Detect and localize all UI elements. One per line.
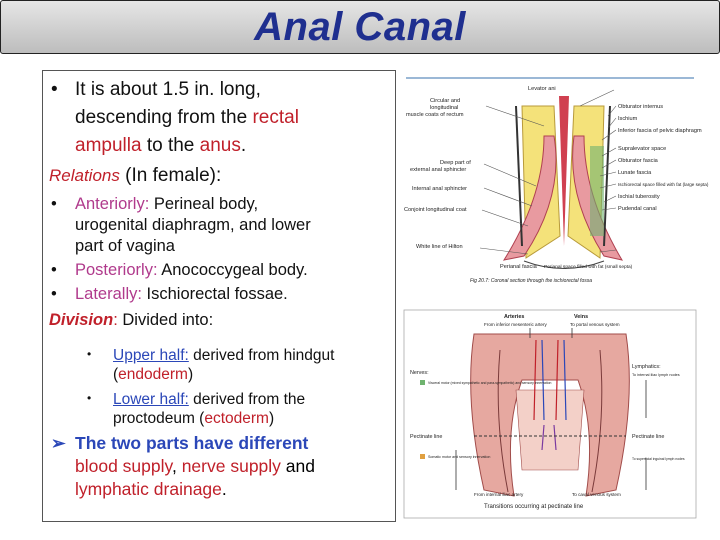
upper-half-text: derived from hindgut: [188, 347, 335, 364]
fig2-arteries: Arteries: [504, 314, 525, 320]
relations-suffix: (In female):: [119, 165, 222, 186]
conclusion-line-2: [75, 456, 315, 477]
lower-half-line-1: [113, 391, 305, 409]
fig1-label-left: Conjoint longitudinal coat: [404, 207, 467, 213]
bullet-dot: •: [51, 79, 58, 100]
fig2-lymph-top: To internal iliac lymph nodes: [632, 373, 680, 377]
lower-half-text: derived from the: [188, 391, 306, 408]
intro-line-3: [75, 135, 246, 157]
intro-line-2: [75, 107, 299, 129]
fig2-somatic: Somatic motor and sensory innervation: [428, 455, 491, 459]
anteriorly-line-2: urogenital diaphragm, and lower: [75, 216, 311, 234]
fig1-label-right: Inferior fascia of pelvic diaphragm: [618, 128, 702, 134]
fig2-pectinate-right: Pectinate line: [632, 434, 665, 440]
intro-ampulla: ampulla: [75, 135, 142, 156]
bullet-dot: •: [51, 285, 57, 303]
posteriorly-text: Anococcygeal body.: [157, 261, 308, 279]
fig1-label-left: muscle coats of rectum: [406, 112, 464, 118]
fig1-label-left: longitudinal: [430, 105, 459, 111]
fig2-art-bottom: From internal iliac artery: [474, 492, 524, 497]
intro-to: to the: [141, 135, 200, 156]
fig2-pectinate-left: Pectinate line: [410, 434, 443, 440]
upper-close: ): [187, 366, 194, 383]
bullet-dot: •: [51, 195, 57, 213]
fig1-label-right: Lunate fascia: [618, 170, 652, 176]
posteriorly-label: Posteriorly:: [75, 261, 158, 279]
fig2-lymphatics: Lymphatics:: [632, 364, 661, 370]
fig2-caption: Transitions occurring at pectinate line: [484, 504, 584, 510]
relations-heading: [49, 165, 221, 187]
fig1-label-left: White line of Hilton: [416, 244, 463, 250]
upper-open: (: [113, 366, 119, 383]
pectinate-line-figure: [404, 310, 696, 518]
upper-half-line-2: [113, 366, 193, 384]
conclusion-comma: ,: [171, 456, 182, 476]
intro-text-1: It is about 1.5 in. long,: [75, 79, 261, 100]
fig1-label-right: Obturator fascia: [618, 158, 658, 164]
coronal-section-figure: [404, 76, 709, 292]
division-colon: :: [113, 311, 118, 329]
endoderm: endoderm: [118, 366, 188, 383]
intro-anus: anus: [199, 135, 241, 156]
conclusion-period: .: [221, 479, 227, 499]
fig1-label-right: Levator ani: [528, 86, 556, 92]
anteriorly-line-1: [75, 195, 258, 214]
lower-close: ): [268, 410, 275, 427]
pectinate-drawing: [404, 310, 696, 518]
fig1-label-left: Internal anal sphincter: [412, 186, 468, 192]
fig2-vein-bottom: To caval venous system: [572, 492, 621, 497]
fig1-label-right: Obturator internus: [618, 104, 664, 110]
coronal-section-drawing: [404, 76, 709, 292]
lower-half-line-2: [113, 410, 274, 428]
division-text: Divided into:: [117, 311, 214, 329]
fig1-label-right: Ischium: [618, 116, 638, 122]
conclusion-lymph: lymphatic drainage: [75, 479, 222, 499]
ectoderm: ectoderm: [204, 410, 269, 427]
upper-half-line-1: [113, 347, 334, 365]
conclusion-blood: blood supply: [75, 456, 172, 476]
laterally-line: [75, 285, 288, 304]
fig1-label-right: Ischial tuberosity: [618, 194, 660, 200]
fig1-label-right: Ischiorectal space filled with fat (large septa): [618, 182, 709, 187]
fig2-vein-top: To portal venous system: [570, 322, 620, 327]
fig1-caption: Fig 20.7: Coronal section through the ischiorectal fossa: [470, 278, 593, 284]
fig1-label-right: Pudendal canal: [618, 206, 657, 212]
division-heading: [49, 311, 213, 330]
conclusion-nerve: nerve supply: [181, 456, 281, 476]
fig2-nerves: Nerves:: [410, 370, 429, 376]
fig1-label-right: Perianal space filled with fat (small septa): [544, 265, 633, 270]
laterally-label: Laterally:: [75, 285, 142, 303]
intro-line-1: [75, 79, 261, 101]
fig2-lymph-bottom: To superficial inguinal lymph nodes: [632, 457, 685, 461]
fig1-label-left: Deep part of: [440, 160, 471, 166]
laterally-text: Ischiorectal fossae.: [141, 285, 288, 303]
arrow-bullet-icon: ➢: [51, 433, 66, 453]
anteriorly-text-1: Perineal body,: [149, 195, 259, 213]
lower-half-label: Lower half:: [113, 391, 189, 408]
intro-period: .: [240, 135, 247, 156]
intro-rectal: rectal: [252, 107, 299, 128]
division-label: Division: [49, 311, 114, 329]
slide-title: Anal Canal: [254, 5, 466, 49]
fig1-label-right: Supralevator space: [618, 146, 667, 152]
intro-text-2: descending from the: [75, 107, 253, 128]
lower-open: proctodeum (: [113, 410, 205, 427]
content-box: [42, 70, 396, 522]
anteriorly-label: Anteriorly:: [75, 195, 150, 213]
upper-half-label: Upper half:: [113, 347, 189, 364]
fig2-veins: Veins: [574, 314, 589, 320]
bullet-dot: •: [87, 391, 92, 405]
posteriorly-line: [75, 261, 308, 280]
conclusion-line-3: [75, 479, 227, 500]
fig1-label-right: Perianal fascia: [500, 264, 537, 270]
anteriorly-line-3: part of vagina: [75, 237, 175, 255]
bullet-dot: •: [51, 261, 57, 279]
conclusion-line-1: The two parts have different: [75, 433, 309, 453]
fig2-nerves-desc: Visceral motor (mixed sympathetic and para-sympathetic) and sensory innervation: [428, 381, 552, 385]
title-bar: [0, 0, 720, 54]
fig1-label-left: external anal sphincter: [410, 167, 467, 173]
bullet-dot: •: [87, 347, 92, 361]
conclusion-and: and: [280, 456, 315, 476]
fig2-art-top: From inferior mesenteric artery: [484, 322, 547, 327]
fig1-label-left: Circular and: [430, 98, 461, 104]
relations-label: Relations: [49, 166, 120, 185]
